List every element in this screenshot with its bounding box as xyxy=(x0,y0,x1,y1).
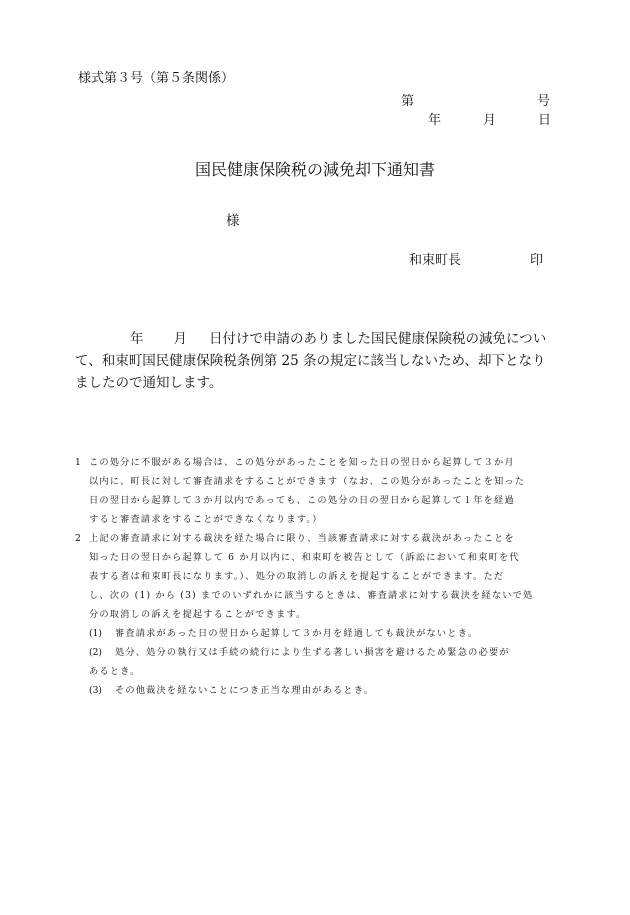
note-1-line-3: 日の翌日から起算して３か月以内であっても、この処分の日の翌日から起算して１年を経過 xyxy=(89,495,515,506)
note-2-line-4: し、次の (1) から (3) までのいずれかに該当するときは、審査請求に対する裁決を経ないで処 xyxy=(89,590,534,601)
subnote-2-line-1: (2) 処分、処分の執行又は手続の続行により生ずる著しい損害を避けるため緊急の必要が xyxy=(75,643,553,662)
date-year-label: 年 xyxy=(428,113,442,128)
body-line-1-text: 日付けで申請のありました国民健康保険税の減免につい xyxy=(209,331,547,347)
body-line-2: て、和束町国民健康保険税条例第 25 条の規定に該当しないため、却下となり xyxy=(75,353,546,369)
subnote-1-marker: (1) xyxy=(89,628,103,639)
body-year-label: 年 xyxy=(130,331,144,347)
date-month-label: 月 xyxy=(483,113,497,128)
note-1-line-4: すると審査請求をすることができなくなります。） xyxy=(89,514,323,525)
body-line-3: ましたので通知します。 xyxy=(75,375,223,391)
body-month-label: 月 xyxy=(173,331,187,347)
notes-section xyxy=(75,453,553,700)
subnote-3: (3) その他裁決を経ないことにつき正当な理由があるとき。 xyxy=(75,681,553,700)
note-2-line-5: 分の取消しの訴えを提起することができます。 xyxy=(89,609,307,620)
addressee-suffix: 様 xyxy=(226,213,240,229)
issuer-name: 和束町長 xyxy=(409,253,462,268)
body-line-1 xyxy=(75,328,553,350)
subnote-2-marker: (2) xyxy=(89,647,103,658)
note-2-marker: 2 xyxy=(75,533,81,544)
notice-body xyxy=(75,328,553,394)
subnote-3-marker: (3) xyxy=(89,685,103,696)
form-label: 様式第３号（第５条関係） xyxy=(78,71,235,86)
seal-mark: 印 xyxy=(530,253,544,268)
note-2-line-2: 知った日の翌日から起算して 6 か月以内に、和束町を被告として（訴訟において和束町を代 xyxy=(89,552,520,563)
subnote-2-line-2: あるとき。 xyxy=(89,666,141,677)
note-1-line-1: 1 この処分に不服がある場合は、この処分があったことを知った日の翌日から起算して３か月 xyxy=(75,453,553,472)
document-title: 国民健康保険税の減免却下通知書 xyxy=(195,160,436,179)
note-1-marker: 1 xyxy=(75,457,81,468)
document-number-prefix: 第 xyxy=(401,94,415,109)
subnote-1: (1) 審査請求があった日の翌日から起算して３か月を経過しても裁決がないとき。 xyxy=(75,624,553,643)
date-day-label: 日 xyxy=(538,113,552,128)
note-2-line-1: 2 上記の審査請求に対する裁決を経た場合に限り、当該審査請求に対する裁決があったことを xyxy=(75,529,553,548)
note-1-line-2: 以内に、町長に対して審査請求をすることができます（なお、この処分があったことを知った xyxy=(89,476,526,487)
document-number-suffix: 号 xyxy=(537,94,551,109)
note-2-line-3: 表する者は和束町長になります。）、処分の取消しの訴えを提起することができます。ただ xyxy=(89,571,505,582)
